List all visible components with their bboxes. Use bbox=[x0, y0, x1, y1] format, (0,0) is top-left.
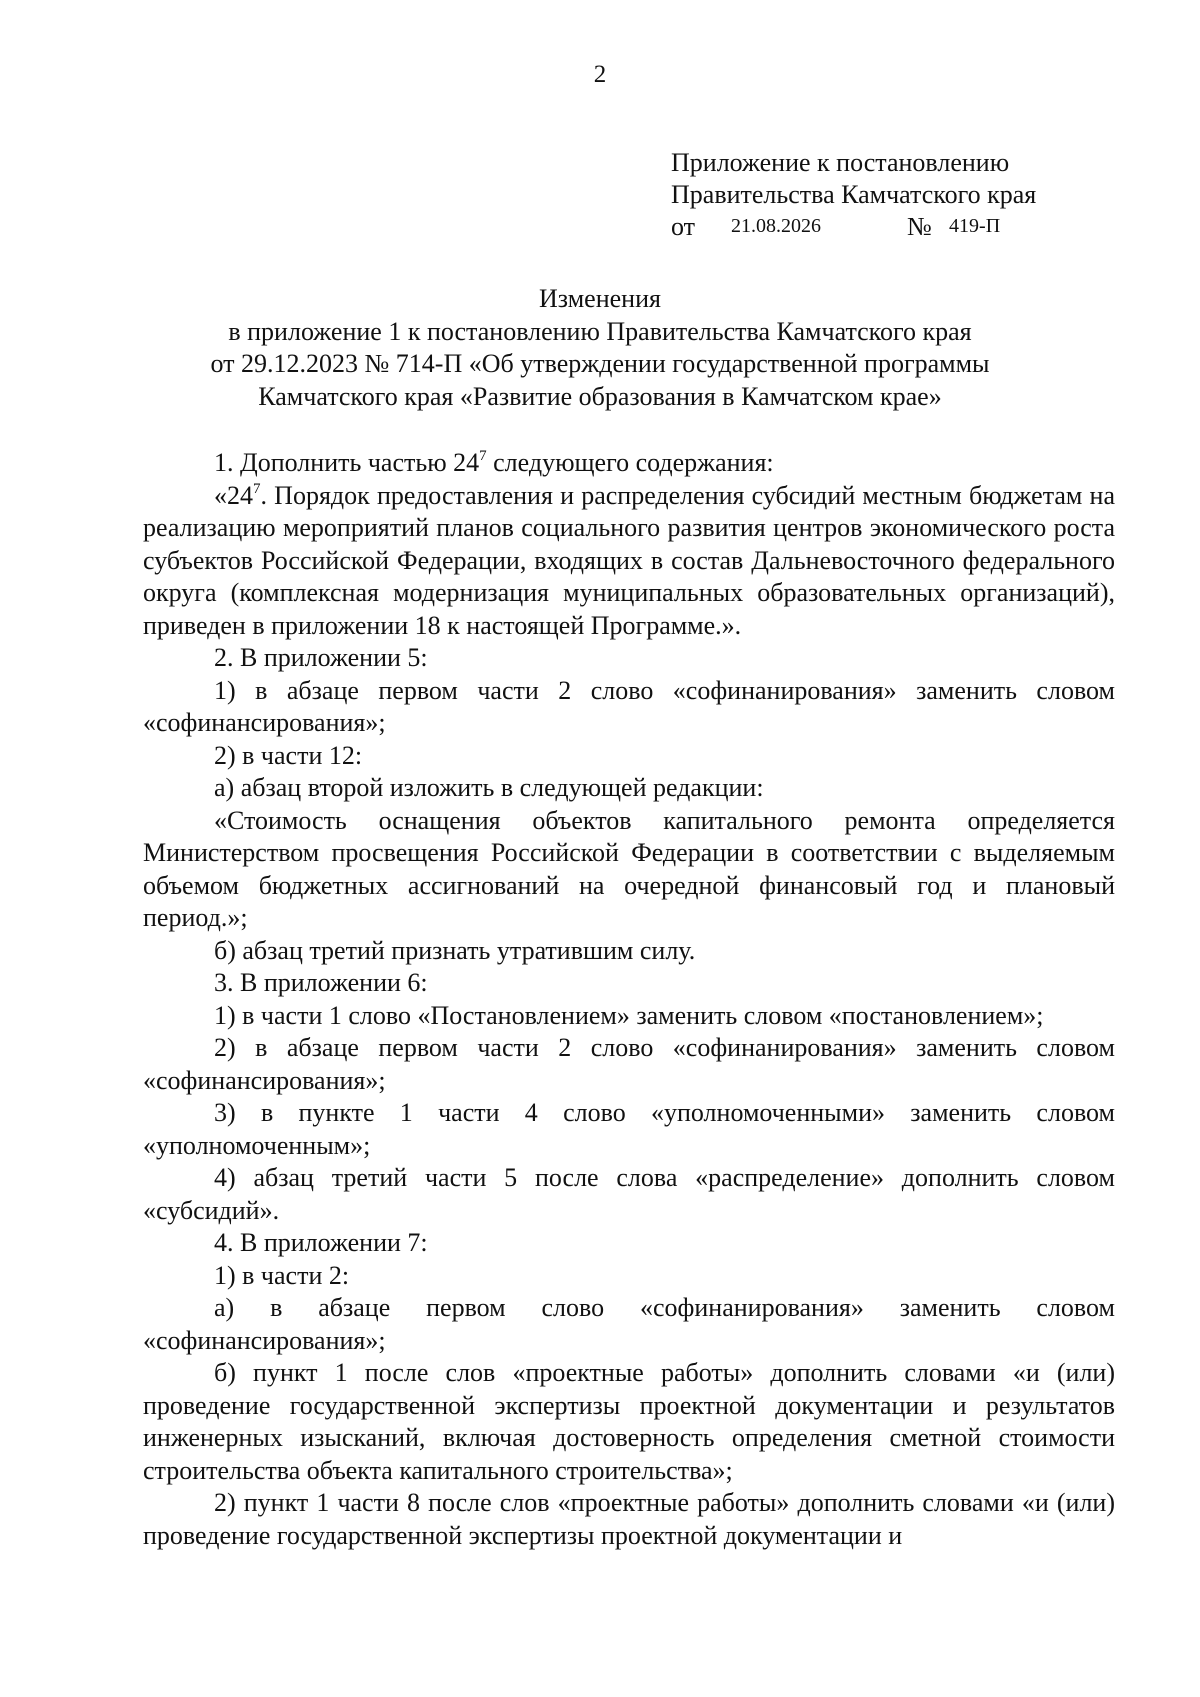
heading-line-3: от 29.12.2023 № 714-П «Об утверждении государственной программы bbox=[210, 349, 990, 378]
heading-line-2: в приложение 1 к постановлению Правительства Камчатского края bbox=[228, 316, 972, 346]
paragraph-2 bbox=[143, 480, 1115, 643]
heading-title: Изменения bbox=[539, 284, 661, 313]
approval-number: 419-П bbox=[949, 215, 1001, 237]
paragraph-6: а) абзац второй изложить в следующей редакции: bbox=[214, 773, 764, 802]
paragraph-15: 1) в части 2: bbox=[214, 1260, 350, 1290]
paragraph-18: 2) пункт 1 части 8 после слов «проектные работы» дополнить словами «и (или) проведение государственной экспертизы проектной документации и bbox=[143, 1488, 1115, 1550]
paragraph-4: 1) в абзаце первом части 2 слово «софинанирования» заменить словом «софинансирования»; bbox=[143, 675, 1115, 737]
approval-number-sign: № bbox=[907, 212, 932, 241]
superscript: 7 bbox=[253, 480, 261, 497]
paragraph-5: 2) в части 12: bbox=[214, 740, 363, 770]
approval-date-line bbox=[671, 211, 1131, 245]
approval-line-1: Приложение к постановлению bbox=[671, 148, 1010, 177]
paragraph-3: 2. В приложении 5: bbox=[214, 643, 428, 672]
paragraph-12: 3) в пункте 1 части 4 слово «уполномоченными» заменить словом «уполномоченным»; bbox=[143, 1098, 1115, 1160]
paragraph-1 bbox=[143, 447, 1115, 480]
heading-line-4: Камчатского края «Развитие образования в Камчатском крае» bbox=[258, 381, 942, 411]
approval-from-label: от bbox=[671, 212, 696, 241]
paragraph-11: 2) в абзаце первом части 2 слово «софинанирования» заменить словом «софинансирования»; bbox=[143, 1033, 1115, 1095]
paragraph-1-text: 1. Дополнить частью 24 bbox=[214, 448, 480, 477]
paragraph-7: «Стоимость оснащения объектов капитального ремонта определяется Министерством просвещения Российской Федерации в соответствии с выделяемым объемом бюджетных ассигнований на очередной финансовый год и плановый период.»; bbox=[143, 805, 1115, 932]
paragraph-16: а) в абзаце первом слово «софинанирования» заменить словом «софинансирования»; bbox=[143, 1293, 1115, 1355]
superscript: 7 bbox=[479, 448, 487, 464]
document-heading bbox=[130, 283, 1070, 413]
approval-line-2: Правительства Камчатского края bbox=[671, 180, 1037, 209]
paragraph-2-text-end: . Порядок предоставления и распределения субсидий местным бюджетам на реализацию мероприятий планов социального развития центров экономического роста субъектов Российской Федерации, входящих в состав Дальневосточного федерального округа (комплексная модернизация муниципальных образовательных организаций), приведен в приложении 18 к настоящей Программе.». bbox=[143, 480, 1115, 640]
approval-block bbox=[671, 147, 1131, 245]
paragraph-1-text-end: следующего содержания: bbox=[486, 448, 774, 477]
paragraph-8: б) абзац третий признать утратившим силу. bbox=[214, 935, 696, 965]
document-body bbox=[143, 447, 1115, 1552]
paragraph-17: б) пункт 1 после слов «проектные работы» дополнить словами «и (или) проведение государственной экспертизы проектной документации и результатов инженерных изысканий, включая достоверность определения сметной стоимости строительства объекта капитального строительства»; bbox=[143, 1358, 1115, 1485]
paragraph-10: 1) в части 1 слово «Постановлением» заменить словом «постановлением»; bbox=[214, 1000, 1044, 1030]
paragraph-13: 4) абзац третий части 5 после слова «распределение» дополнить словом «субсидий». bbox=[143, 1163, 1115, 1225]
paragraph-2-text: «24 bbox=[214, 480, 253, 510]
approval-date: 21.08.2026 bbox=[731, 215, 822, 237]
paragraph-9: 3. В приложении 6: bbox=[214, 968, 428, 997]
page-number: 2 bbox=[593, 61, 607, 88]
paragraph-14: 4. В приложении 7: bbox=[214, 1228, 428, 1257]
